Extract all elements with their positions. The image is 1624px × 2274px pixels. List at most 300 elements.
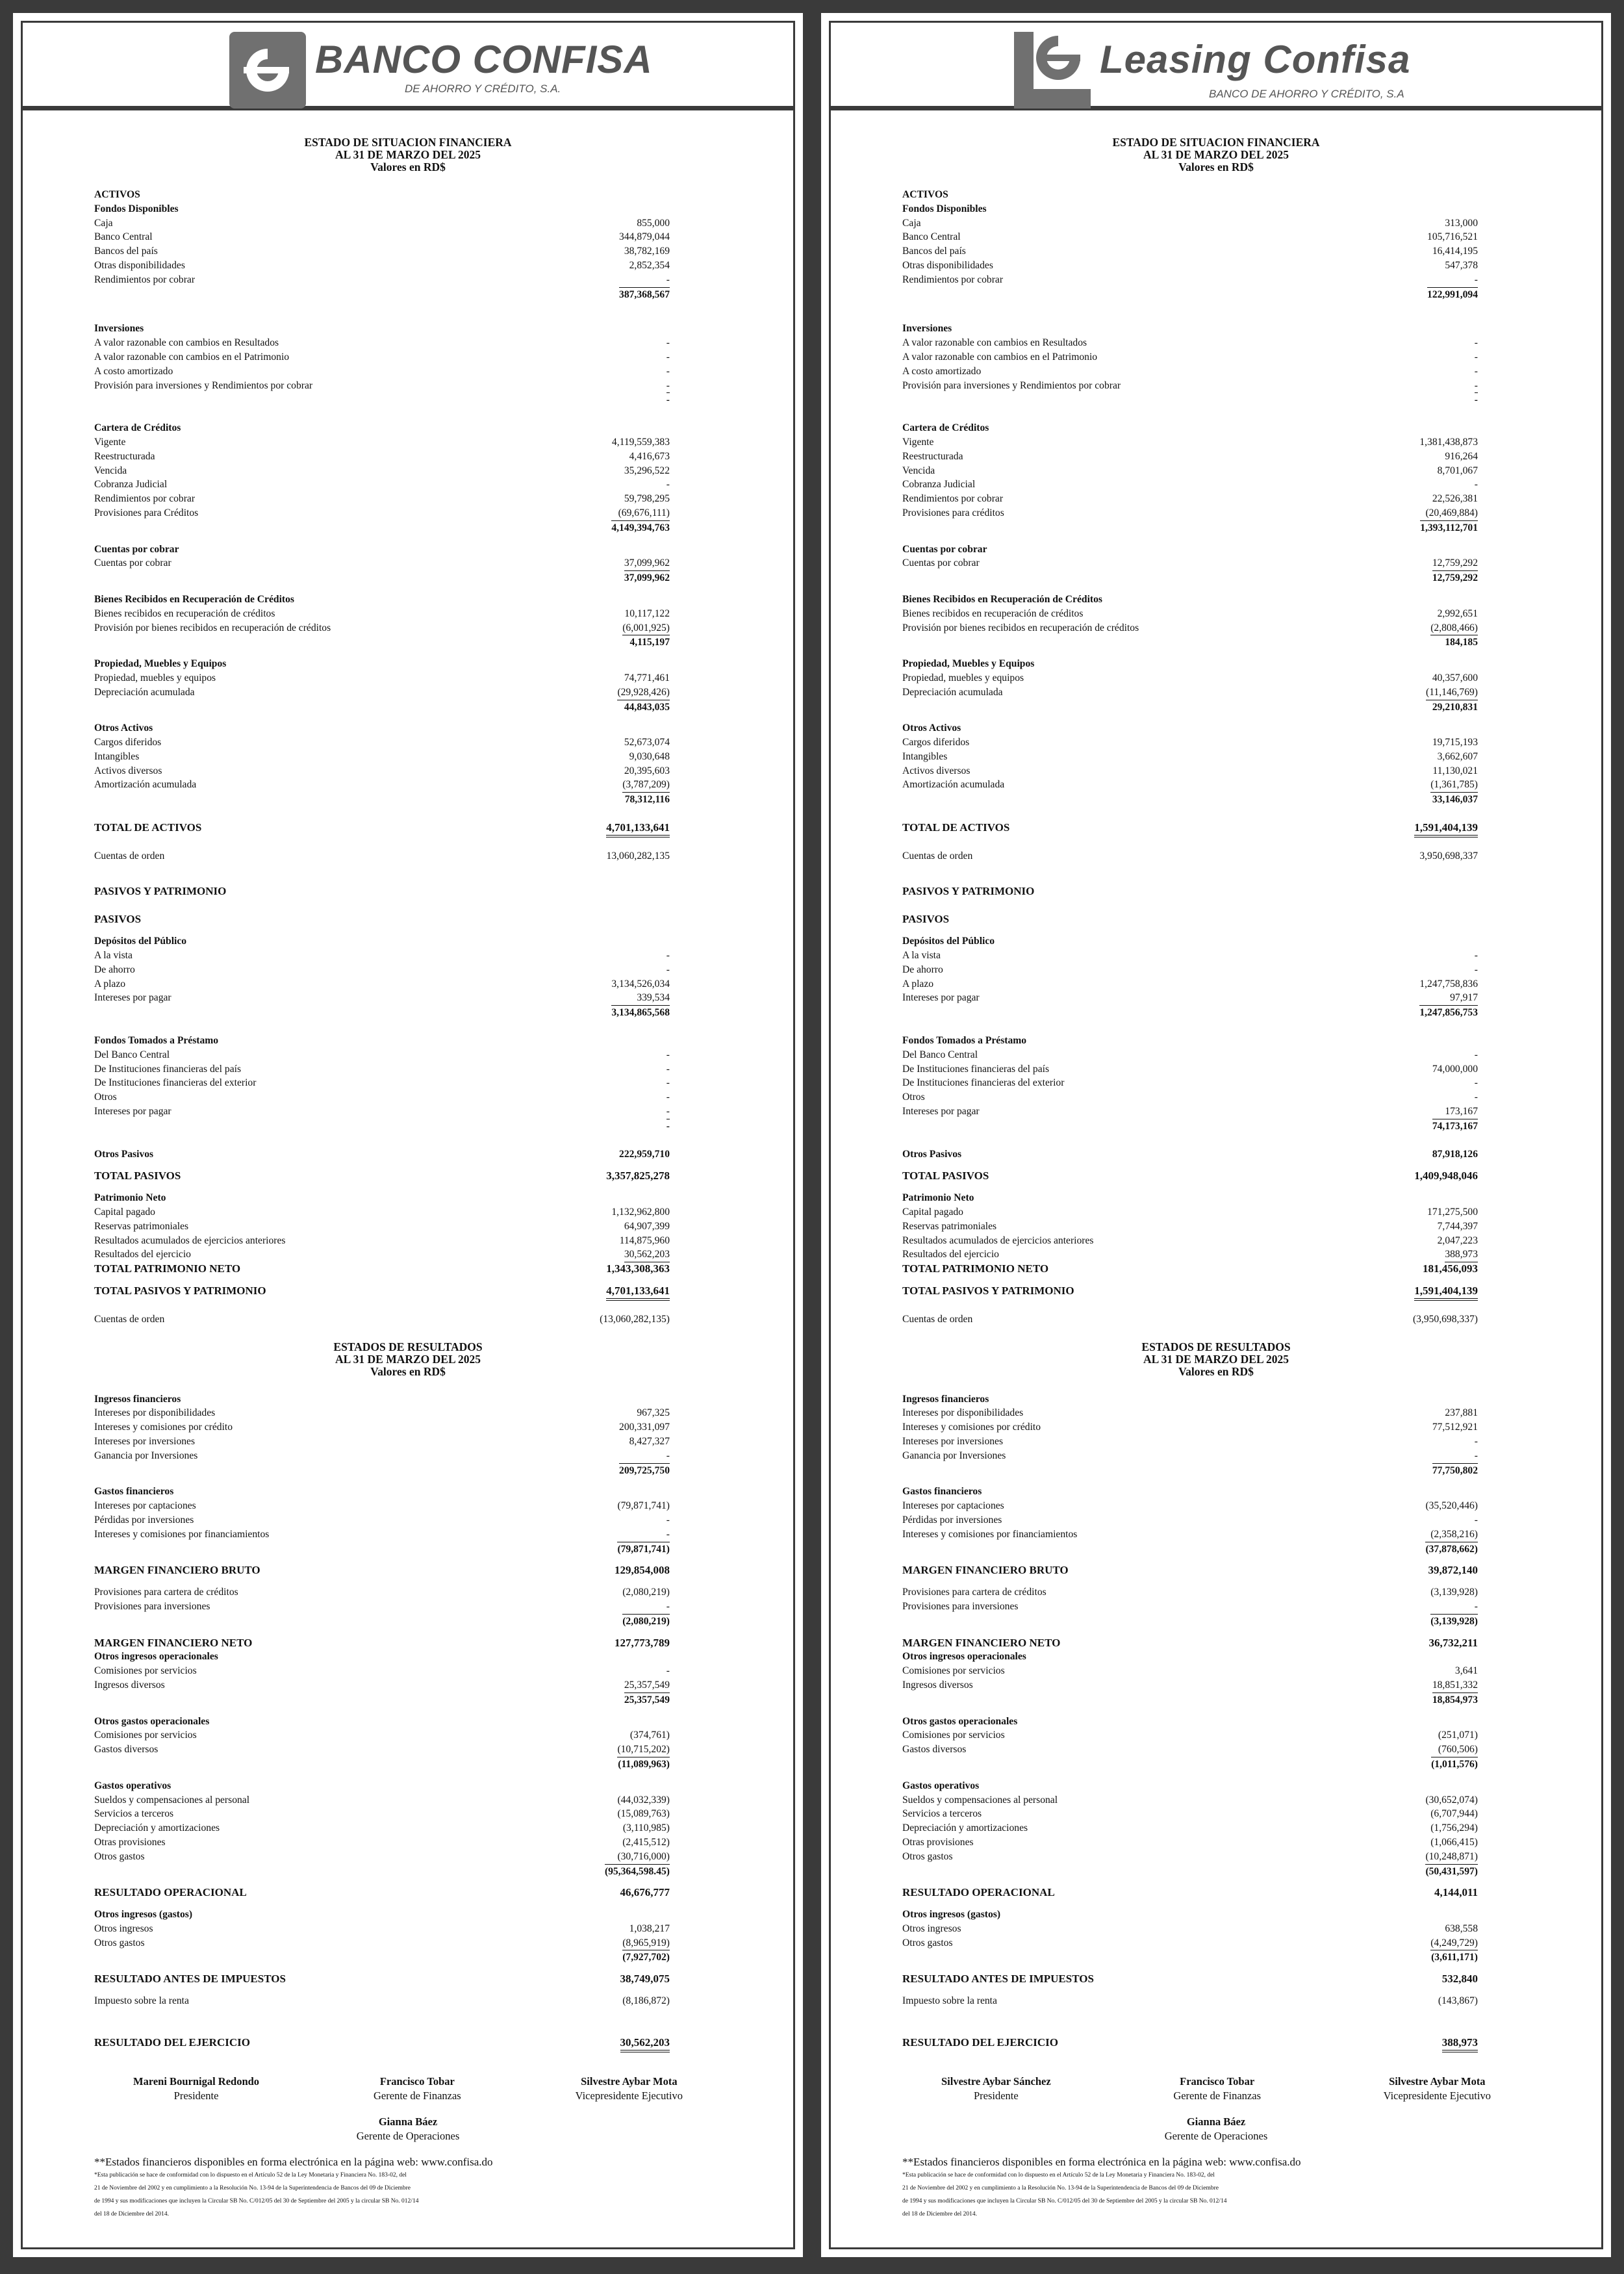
spacer [94,649,722,657]
line-item [902,1585,1530,1600]
line-value: - [666,1077,670,1089]
line-item [902,685,1530,700]
line-item [902,506,1530,520]
line-item [94,478,722,492]
line-value: (6,707,944) [1430,1808,1478,1820]
panel-header [23,23,793,110]
spacer [902,1964,1530,1972]
line-label: RESULTADO DEL EJERCICIO [94,2036,250,2049]
total-pasivos-patrimonio [94,1284,722,1298]
line-label: TOTAL PASIVOS Y PATRIMONIO [902,1284,1074,1297]
line-value: (29,928,426) [617,685,670,700]
line-value: 59,798,295 [624,493,670,505]
line-value: 1,591,404,139 [1414,1284,1478,1301]
section-total [902,1119,1530,1133]
line-value: - [666,950,670,962]
line-value: - [1474,351,1478,363]
line-item [902,464,1530,478]
line-value: 1,343,308,363 [606,1262,670,1275]
total-value: 37,099,962 [624,570,670,585]
line-value: (1,756,294) [1430,1822,1478,1834]
line-value: (11,146,769) [1426,685,1478,700]
line-label: Banco Central [94,231,153,243]
line-label: RESULTADO ANTES DE IMPUESTOS [902,1973,1094,1986]
legal-note: del 18 de Diciembre del 2014. [902,2211,978,2218]
line-label: Otros gastos [94,1850,145,1862]
line-label: Otros gastos [902,1937,953,1948]
signature-block [902,2115,1530,2143]
line-value: 1,247,758,836 [1419,978,1478,990]
section-total [902,1757,1530,1771]
line-value: - [1475,1600,1478,1615]
line-value: - [666,273,670,288]
spacer [94,585,722,593]
line-item [94,778,722,792]
signer-name: Francisco Tobar [379,2075,455,2088]
margen-financiero-bruto [902,1563,1530,1578]
line-value: (15,089,763) [617,1808,670,1820]
line-value: - [1474,1077,1478,1089]
line-item [94,1821,722,1835]
total-value: 122,991,094 [1427,287,1478,302]
line-item [902,764,1530,778]
line-item [902,1449,1530,1463]
line-label: MARGEN FINANCIERO NETO [902,1636,1061,1649]
statement-title: Valores en RD$ [1178,160,1254,173]
line-value: 547,378 [1445,259,1478,271]
signature-block [133,2075,259,2103]
section-heading: Otros ingresos operacionales [902,1651,1026,1663]
line-value: 916,264 [1445,450,1478,462]
spacer [94,1707,722,1715]
line-item [94,1664,722,1678]
spacer [94,898,722,912]
legal-note: *Esta publicación se hace de conformidad con lo dispuesto en el Artículo 52 de la Ley Monetaria y Financiera No. 183-02, del [94,2172,407,2179]
section-total [94,570,722,585]
line-label: Otros Pasivos [94,1148,154,1160]
line-value: - [1474,1514,1478,1526]
spacer [902,2008,1530,2036]
line-value: 855,000 [637,217,670,229]
line-label: TOTAL PASIVOS [94,1169,181,1182]
line-label: Otras provisiones [94,1836,166,1848]
line-item [902,735,1530,750]
line-label: A valor razonable con cambios en Resultados [902,337,1087,349]
line-item [94,1406,722,1420]
line-value: 16,414,195 [1432,246,1478,257]
line-value: 19,715,193 [1432,737,1478,748]
line-value: - [1475,273,1478,288]
statement-title: AL 31 DE MARZO DEL 2025 [1143,148,1289,161]
section-heading: Fondos Disponibles [94,203,179,214]
line-label: Cobranza Judicial [94,479,168,491]
signer-name: Silvestre Aybar Mota [1389,2075,1486,2088]
total-value: - [666,1119,670,1134]
line-value: 2,047,223 [1437,1234,1478,1246]
line-label: A la vista [94,950,133,962]
line-value: 200,331,097 [619,1422,670,1433]
line-value: - [666,1527,670,1542]
section-total [94,1005,722,1019]
line-value: (44,032,339) [617,1794,670,1806]
financial-statements [902,136,1530,2221]
line-label: Reestructurada [94,450,155,462]
section-heading: PASIVOS Y PATRIMONIO [94,884,227,897]
spacer [94,1183,722,1191]
line-label: De ahorro [902,964,943,975]
total-value: 74,173,167 [1432,1119,1478,1134]
signer-title: Presidente [173,2089,219,2102]
line-label: Depreciación y amortizaciones [94,1822,220,1834]
spacer [94,407,722,421]
line-value: 10,117,122 [624,607,670,619]
section-heading: Inversiones [94,323,144,335]
line-item [94,1435,722,1449]
line-item [94,1793,722,1808]
line-item [94,336,722,350]
section-heading: PASIVOS Y PATRIMONIO [902,884,1035,897]
line-item [94,1922,722,1936]
line-value: - [666,1049,670,1060]
section-total [94,700,722,714]
spacer [94,1477,722,1485]
line-value: (3,950,698,337) [1412,1313,1478,1325]
brand-subtitle: BANCO DE AHORRO Y CRÉDITO, S.A [1209,88,1404,100]
section-heading: Otros Activos [902,722,961,734]
line-item [94,230,722,244]
line-label: Gastos diversos [902,1744,967,1756]
section-heading: Bienes Recibidos en Recuperación de Créditos [902,593,1102,605]
line-label: Ingresos diversos [94,1679,165,1691]
signer-title: Presidente [973,2089,1019,2102]
line-item [902,991,1530,1005]
line-label: TOTAL PASIVOS Y PATRIMONIO [94,1284,266,1297]
line-item [902,1220,1530,1234]
total-value: (7,927,702) [622,1950,670,1965]
line-value: - [1474,964,1478,975]
line-value: (8,186,872) [622,1995,670,2007]
line-label: Otras disponibilidades [902,259,993,271]
spacer [94,1628,722,1636]
total-value: (37,878,662) [1425,1542,1478,1557]
line-item [902,1936,1530,1950]
line-item [902,1499,1530,1513]
spacer [94,1878,722,1885]
line-item [94,621,722,635]
line-value: 11,130,021 [1432,765,1478,776]
line-value: - [666,479,670,491]
line-label: Provisiones para créditos [902,507,1004,518]
line-item [902,1406,1530,1420]
line-label: Vigente [902,436,934,448]
line-item [94,464,722,478]
line-label: Resultados acumulados de ejercicios anteriores [94,1234,286,1246]
line-value: - [666,1449,670,1464]
line-label: Bancos del país [902,246,966,257]
line-item [94,735,722,750]
total-value: 44,843,035 [624,700,670,715]
section-total [94,287,722,301]
signer-name: Gianna Báez [378,2115,438,2128]
section-heading: Otros gastos operacionales [902,1715,1018,1727]
spacer [902,585,1530,593]
line-label: A costo amortizado [94,365,173,377]
total-value: (3,611,171) [1431,1950,1478,1965]
line-value: - [1474,337,1478,349]
line-value: (30,716,000) [617,1850,670,1865]
line-item [94,991,722,1005]
resultado-operacional [902,1885,1530,1900]
line-label: RESULTADO OPERACIONAL [94,1886,247,1899]
signer-title: Vicepresidente Ejecutivo [1383,2089,1491,2102]
line-value: - [666,1063,670,1075]
line-value: 30,562,203 [620,2036,670,2052]
total-value: 12,759,292 [1432,570,1478,585]
line-label: Intangibles [94,750,140,762]
total-value: 4,115,197 [629,635,670,650]
line-value: 7,744,397 [1437,1220,1478,1232]
spacer [94,535,722,543]
section-heading: ACTIVOS [902,189,948,200]
statement-title: AL 31 DE MARZO DEL 2025 [335,148,481,161]
line-value: (760,506) [1438,1743,1478,1757]
line-item [94,977,722,991]
spacer [902,1771,1530,1779]
line-value: 40,357,600 [1432,672,1478,683]
resultado-antes-impuestos [94,1972,722,1986]
total-value: (1,011,576) [1431,1757,1478,1772]
line-label: Sueldos y compensaciones al personal [902,1794,1058,1806]
line-label: A plazo [94,978,126,990]
spacer [902,649,1530,657]
spacer [94,1378,722,1392]
section-heading: Cartera de Créditos [94,422,181,434]
line-item [902,1922,1530,1936]
line-item [94,1936,722,1950]
resultado-antes-impuestos [902,1972,1530,1986]
line-label: Servicios a terceros [94,1808,174,1820]
line-value: 1,132,962,800 [611,1207,670,1218]
line-label: Provisión para inversiones y Rendimientos por cobrar [902,379,1121,391]
section-heading: PASIVOS [902,913,950,926]
line-item [94,1247,722,1262]
line-value: 344,879,044 [619,231,670,243]
line-item [902,1835,1530,1850]
section-total [902,520,1530,535]
spacer [94,1276,722,1284]
line-item [94,506,722,520]
line-item [94,350,722,364]
line-label: TOTAL DE ACTIVOS [902,821,1010,834]
line-label: De Instituciones financieras del país [94,1063,242,1075]
leasing-confisa-logo [1014,32,1430,109]
banco-confisa-panel [9,9,807,2261]
line-label: TOTAL PATRIMONIO NETO [902,1262,1049,1275]
line-item [902,949,1530,963]
total-value: (3,139,928) [1430,1614,1478,1629]
line-item [902,364,1530,379]
section-total [902,1693,1530,1707]
line-label: Intereses y comisiones por crédito [902,1422,1041,1433]
line-label: Amortización acumulada [94,779,197,791]
line-value: 4,144,011 [1434,1886,1478,1899]
line-label: Vencida [94,465,127,476]
spacer [902,898,1530,912]
line-label: Bancos del país [94,246,158,257]
line-label: Amortización acumulada [902,779,1005,791]
line-item [902,556,1530,570]
signer-title: Gerente de Finanzas [374,2089,461,2102]
line-value: (2,808,466) [1430,621,1478,636]
spacer [94,1900,722,1908]
legal-note: 21 de Noviembre del 2002 y en cumplimiento a la Resolución No. 13-94 de la Superintendencia de Bancos del 09 de Diciembre [94,2185,411,2192]
signature-block [374,2075,461,2103]
line-item [94,1850,722,1864]
total-value: 33,146,037 [1432,792,1478,807]
line-value: 39,872,140 [1428,1564,1478,1577]
section-heading: Depósitos del Público [94,936,187,947]
line-label: Depreciación acumulada [902,686,1003,698]
line-item [94,1513,722,1527]
statement-title: Valores en RD$ [370,1364,446,1378]
line-label: Provisiones para cartera de créditos [94,1587,238,1598]
line-value: 87,918,126 [1432,1148,1478,1160]
line-item [902,1821,1530,1835]
line-value: 222,959,710 [619,1148,670,1160]
line-label: De ahorro [94,964,135,975]
leasing-confisa-panel [817,9,1615,2261]
line-value: 1,591,404,139 [1414,821,1478,837]
signer-name: Mareni Bournigal Redondo [133,2075,260,2088]
statement-title: Valores en RD$ [370,160,446,173]
line-value: - [666,351,670,363]
financial-statements [94,136,722,2221]
line-item [902,1076,1530,1090]
line-label: Rendimientos por cobrar [94,493,196,505]
line-item [94,1499,722,1513]
line-label: Otros Pasivos [902,1148,962,1160]
section-heading: Gastos operativos [902,1780,980,1791]
line-value: 13,060,282,135 [606,850,670,862]
spacer [94,1133,722,1147]
line-value: - [1474,950,1478,962]
section-total [902,700,1530,714]
line-label: Vencida [902,465,935,476]
spacer [94,1771,722,1779]
section-heading: Otros Activos [94,722,153,734]
line-value: 18,851,332 [1432,1678,1478,1693]
line-value: - [1474,365,1478,377]
line-label: Impuesto sobre la renta [94,1995,189,2007]
line-value: 3,662,607 [1437,750,1478,762]
section-heading: Cartera de Créditos [902,422,989,434]
line-value: - [666,1600,670,1615]
line-item [94,1585,722,1600]
signer-name: Silvestre Aybar Sánchez [941,2075,1051,2088]
line-value: 114,875,960 [619,1234,670,1246]
line-label: Intereses por inversiones [94,1435,196,1447]
spacer [902,1900,1530,1908]
spacer [94,173,722,188]
line-label: Rendimientos por cobrar [902,274,1004,285]
section-total [94,1693,722,1707]
line-item [902,621,1530,635]
line-value: - [666,337,670,349]
website-note: **Estados financieros disponibles en forma electrónica en la página web: www.confisa.do [94,2155,493,2168]
section-total [902,1005,1530,1019]
section-total [94,1463,722,1477]
line-label: Rendimientos por cobrar [902,493,1004,505]
line-item [902,1793,1530,1808]
line-value: 37,099,962 [624,556,670,571]
line-item [94,607,722,621]
impuesto-sobre-renta [902,1994,1530,2008]
spacer [94,1019,722,1034]
line-label: Reservas patrimoniales [902,1220,997,1232]
line-item [94,1090,722,1105]
line-item [902,379,1530,393]
section-heading: Gastos financieros [94,1486,174,1498]
brand-subtitle: DE AHORRO Y CRÉDITO, S.A. [405,83,561,95]
total-value: 29,210,831 [1432,700,1478,715]
line-label: Intereses y comisiones por financiamientos [94,1528,270,1540]
line-item [902,1807,1530,1821]
line-label: Provisión para inversiones y Rendimientos por cobrar [94,379,313,391]
section-heading: Cuentas por cobrar [94,543,179,555]
line-value: 339,534 [637,991,670,1006]
line-item [902,1850,1530,1864]
signer-title: Vicepresidente Ejecutivo [575,2089,683,2102]
line-label: Intereses por inversiones [902,1435,1004,1447]
cuentas-de-orden [902,1312,1530,1327]
line-value: (20,469,884) [1425,506,1478,521]
line-label: Cuentas de orden [94,850,165,862]
line-label: RESULTADO OPERACIONAL [902,1886,1055,1899]
line-item [902,1678,1530,1693]
spacer [94,863,722,884]
line-item [902,1527,1530,1542]
section-total [94,1950,722,1964]
line-item [94,1420,722,1435]
section-heading: ACTIVOS [94,189,140,200]
line-item [94,273,722,287]
line-value: 313,000 [1445,217,1478,229]
line-value: (2,415,512) [622,1836,670,1848]
section-total [94,520,722,535]
line-value: 105,716,521 [1427,231,1478,243]
line-value: (1,066,415) [1430,1836,1478,1848]
section-total [94,1614,722,1628]
section-heading: Propiedad, Muebles y Equipos [902,658,1035,670]
line-item [94,1807,722,1821]
line-item [902,244,1530,259]
total-value: - [1475,392,1478,407]
line-value: 25,357,549 [624,1678,670,1693]
line-label: Bienes recibidos en recuperación de créditos [94,607,275,619]
line-value: 74,771,461 [624,672,670,683]
line-item [902,1048,1530,1062]
otros-pasivos [902,1147,1530,1162]
line-item [94,450,722,464]
spacer [94,1578,722,1585]
legal-note: 21 de Noviembre del 2002 y en cumplimiento a la Resolución No. 13-94 de la Superintendencia de Bancos del 09 de Diciembre [902,2185,1219,2192]
line-label: Intereses por pagar [94,1106,171,1118]
line-item [94,1678,722,1693]
signature-block [94,2115,722,2143]
section-heading: Gastos operativos [94,1780,171,1791]
line-item [94,1600,722,1614]
spacer [94,1161,722,1169]
